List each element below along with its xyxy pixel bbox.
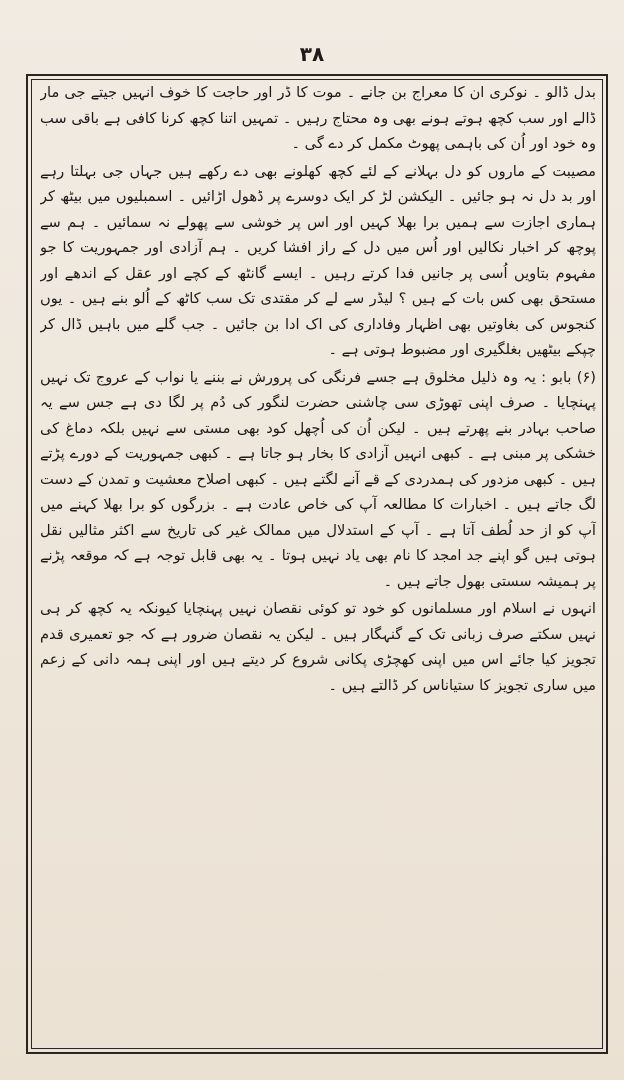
page-number: ۳۸	[299, 42, 325, 66]
paragraph-1: بدل ڈالو ۔ نوکری ان کا معراج بن جانے ۔ موت کا ڈر اور حاجت کا خوف انہیں جیتے جی مار ڈالے اور سب کچھ ہوتے ہونے بھی وہ محتاج رہیں ۔ تمہیں اتنا کچھ کرنا کافی ہے باقی سب وہ خود اور اُن کی باہمی پھوٹ مکمل کر دے گی ۔	[40, 84, 596, 152]
paragraph-2: مصیبت کے ماروں کو دل بہلانے کے لئے کچھ کھلونے بھی دے رکھے ہیں جہاں جی بہلتا رہے اور بد دل نہ ہو جائیں ۔ الیکشن لڑ کر ایک دوسرے پر ڈھول اڑائیں ۔ اسمبلیوں میں بیٹھ کر ہماری اجازت سے ہمیں برا بھلا کہیں اور اس پر خوشی سے پھولے نہ سمائیں ۔ ہم سے پوچھ کر اخبار نکالیں اور اُس میں دل کے راز افشا کریں ۔ ہم آزادی اور جمہوریت کا جو مفہوم بتاویں اُسی پر جانیں فدا کرتے رہیں ۔ ایسے گانٹھ کے کچے اور عقل کے اندھے اور مستحق بھی کس بات کے ہیں ؟ لیڈر سے لے کر مقتدی تک سب کاٹھ کے اُلو بنے ہیں ۔ یوں کنجوس کی بغاوتیں بھی اظہار وفاداری کی اک ادا بن جائیں ۔ جب گلے میں باہیں ڈال کر چپکے بیٹھیں بغلگیری اور مضبوط ہوتی ہے ۔	[40, 162, 596, 358]
paragraph-4: انہوں نے اسلام اور مسلمانوں کو خود تو کوئی نقصان نہیں پہنچایا کیونکہ یہ کچھ کر ہی نہیں سکتے صرف زبانی تک کے گنہگار ہیں ۔ لیکن یہ نقصان ضرور ہے کہ جو تعمیری قدم تجویز کیا جائے اس میں اپنی کھچڑی پکانی شروع کر دیتے ہیں اور اپنی ہمہ دانی کے زعم میں ساری تجویز کا ستیاناس کر ڈالتے ہیں ۔	[40, 600, 596, 694]
paragraph-3: (۶) بابو : یہ وہ ذلیل مخلوق ہے جسے فرنگی کی پرورش نے بننے یا نواب کے عروج تک نہیں پہنچایا ۔ صرف اپنی تھوڑی سی چاشنی حضرت لنگور کی دُم پر لگا دی ہے جس سے یہ صاحب بہادر بنے پھرتے ہیں ۔ لیکن اُن کی اُچھل کود بھی مستی سے نہیں بلکہ دماغ کی خشکی پر مبنی ہے ۔ کبھی انہیں آزادی کا بخار ہو جاتا ہے ۔ کبھی جمہوریت کے دورے پڑتے ہیں ۔ کبھی مزدور کی ہمدردی کے قے آنے لگتے ہیں ۔ کبھی اصلاح معشیت و تمدن کے دست لگ جاتے ہیں ۔ اخبارات کا مطالعہ آپ کی خاص عادت ہے ۔ بزرگوں کو برا بھلا کہنے میں آپ کو از حد لُطف آتا ہے ۔ آپ کے استدلال میں ممالک غیر کی تاریخ سے اکثر مثالیں نقل ہوتی ہیں گو اپنے جد امجد کا نام بھی یاد نہیں ہوتا ۔ یہ بھی قابل توجہ ہے کہ موقعہ پڑنے پر ہمیشہ سستی بھول جاتے ہیں ۔	[40, 368, 596, 590]
body-text	[40, 80, 596, 1040]
